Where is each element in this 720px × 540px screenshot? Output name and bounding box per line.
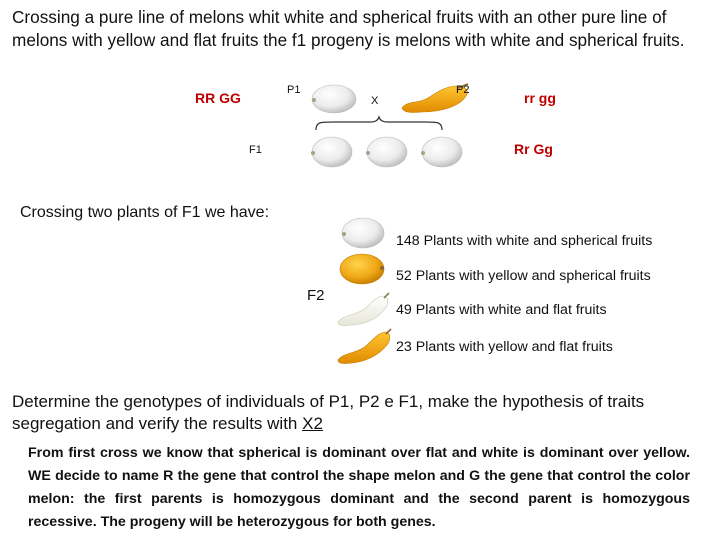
f2-fruit-white-flat [334, 290, 392, 330]
result-count: 148 [396, 233, 420, 249]
f1-fruit-3 [421, 137, 462, 167]
result-row-4 [396, 339, 613, 355]
f1-fruit-1 [311, 137, 352, 167]
p1-fruit-white-spherical [310, 82, 358, 116]
f1-fruit-2 [366, 137, 407, 167]
question-body: Determine the genotypes of individuals of P1, P2 e F1, make the hypothesis of traits segregation and verify the results with [12, 392, 645, 433]
f1-genotype: Rr Gg [514, 141, 553, 157]
intro-text: Crossing a pure line of melons whit white and spherical fruits with an other pure line of melons with yellow and flat fruits the f1 progeny is melons with white and spherical fruits. [12, 7, 685, 50]
f2-label: F2 [307, 287, 325, 304]
result-count: 52 [396, 268, 412, 284]
f2-fruit-white-spherical [340, 216, 386, 250]
result-row-1 [396, 233, 652, 249]
result-count: 23 [396, 339, 412, 355]
result-text: Plants with white and spherical fruits [423, 233, 653, 249]
cross-symbol: X [371, 95, 379, 107]
question-text [12, 391, 712, 435]
result-text: Plants with yellow and spherical fruits [415, 268, 651, 284]
p2-genotype: rr gg [524, 90, 556, 106]
p1-genotype: RR GG [195, 90, 241, 106]
answer-text: From first cross we know that spherical is dominant over flat and white is dominant over yellow. WE decide to name R the gene that control the shape melon and G the gene that control the color melon: the first parents is homozygous dominant and the second parent is homozygous recessive. The progeny will be heterozygous for both genes. [28, 445, 690, 530]
p2-label: P2 [456, 84, 470, 96]
f1-fruits [310, 134, 466, 170]
p1-label: P1 [287, 84, 301, 96]
f2-fruit-yellow-flat [334, 326, 394, 366]
cross-brace [314, 116, 444, 132]
result-text: Plants with white and flat fruits [415, 302, 607, 318]
question-emphasis: X2 [302, 414, 323, 433]
result-count: 49 [396, 302, 412, 318]
f2-fruit-yellow-spherical [338, 252, 386, 286]
f2-heading: Crossing two plants of F1 we have: [20, 204, 270, 221]
result-row-3 [396, 302, 607, 318]
result-text: Plants with yellow and flat fruits [415, 339, 613, 355]
result-row-2 [396, 268, 651, 284]
f1-label: F1 [249, 144, 262, 156]
